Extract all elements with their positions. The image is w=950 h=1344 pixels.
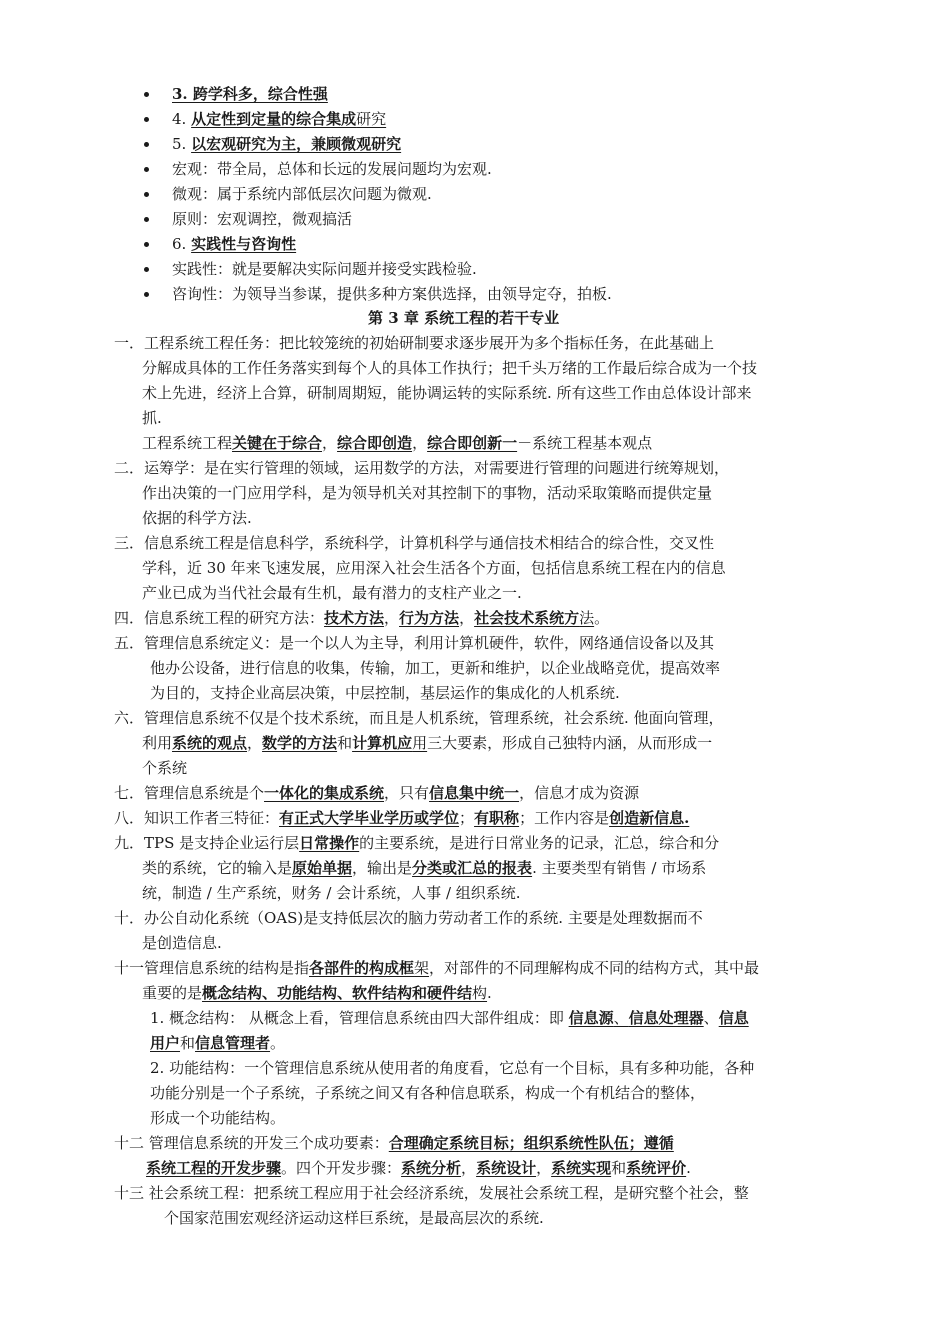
emphasis-text: 技术方法 — [324, 609, 385, 627]
bullet-text: 3. 跨学科多，综合性强 — [172, 85, 328, 103]
bullet-item: 实践性：就是要解决实际问题并接受实践检验. — [172, 260, 477, 278]
chapter-title: 第 3 章 系统工程的若干专业 — [368, 309, 560, 327]
text-run: ， — [322, 434, 338, 452]
text-run: ， — [384, 609, 400, 627]
text-run: . — [686, 1159, 691, 1177]
text-run: . 主要类型有销售 / 市场系 — [532, 859, 707, 877]
text-run: 法 — [579, 609, 595, 627]
text-run: 利用 — [142, 734, 173, 752]
emphasis-text: 社会技术系统方 — [474, 609, 580, 627]
emphasis-text: 用户 — [150, 1034, 181, 1052]
bullet-marker — [144, 217, 149, 222]
emphasis-text: 综合即创造 — [337, 434, 413, 452]
paragraph-line — [142, 981, 492, 1005]
paragraph-line: 个系统 — [142, 759, 188, 777]
text-run: . — [487, 984, 492, 1002]
bullet-item: 微观：属于系统内部低层次问题为微观. — [172, 185, 432, 203]
emphasis-text: 系统设计 — [476, 1159, 537, 1177]
paragraph-line — [150, 1006, 749, 1030]
paragraph-line: 一．工程系统工程任务：把比较笼统的初始研制要求逐步展开为多个指标任务，在此基础上 — [114, 334, 715, 352]
text-run: 的主要系统，是进行日常业务的记录，汇总，综合和分 — [359, 834, 720, 852]
paragraph-line — [114, 806, 689, 830]
text-run: 十一管理信息系统的结构是指 — [114, 959, 310, 977]
text-run: 。四个开发步骤： — [281, 1159, 402, 1177]
text-run: 。 — [594, 609, 610, 627]
text-run: 八．知识工作者三特征： — [114, 809, 280, 827]
text-run: 构 — [472, 984, 488, 1002]
emphasis-text: 原始单据 — [292, 859, 353, 877]
paragraph-line: 作出决策的一门应用学科，是为领导机关对其控制下的事物，活动采取策略而提供定量 — [142, 484, 713, 502]
paragraph-line: 六．管理信息系统不仅是个技术系统，而且是人机系统，管理系统，社会系统. 他面向管理， — [114, 709, 724, 727]
text-run: 1. 概念结构： 从概念上看，管理信息系统由四大部件组成：即 — [150, 1009, 569, 1027]
text-run: ；工作内容是 — [519, 809, 610, 827]
text-run: ， — [412, 434, 428, 452]
text-run: ， — [459, 609, 475, 627]
text-run: 、 — [703, 1009, 719, 1027]
text-run: ， — [461, 1159, 477, 1177]
paragraph-line: 形成一个功能结构。 — [150, 1109, 286, 1127]
paragraph-line — [146, 1156, 691, 1180]
emphasis-text: 系统评价 — [626, 1159, 687, 1177]
bullet-marker — [144, 192, 149, 197]
text-run: 。 — [270, 1034, 286, 1052]
emphasis-text: 一体化的集成系统 — [264, 784, 385, 802]
paragraph-line: 分解成具体的工作任务落实到每个人的具体工作执行；把千头万绪的工作最后综合成为一个技 — [142, 359, 758, 377]
paragraph-line: 十三 社会系统工程：把系统工程应用于社会经济系统，发展社会系统工程，是研究整个社会，整 — [114, 1184, 749, 1202]
text-run: 架 — [414, 959, 430, 977]
text-run: ， — [536, 1159, 552, 1177]
paragraph-line: 术上先进，经济上合算，研制周期短，能协调运转的实际系统. 所有这些工作由总体设计部来 — [142, 384, 752, 402]
text-run: 和 — [611, 1159, 627, 1177]
bullet-text: 研究 — [356, 110, 387, 128]
emphasis-text: 分类或汇总的报表 — [412, 859, 533, 877]
bullet-item — [172, 232, 296, 256]
bullet-marker — [144, 117, 149, 122]
paragraph-line: 十．办公自动化系统（OAS)是支持低层次的脑力劳动者工作的系统. 主要是处理数据而不 — [114, 909, 703, 927]
paragraph-line — [142, 431, 652, 455]
bullet-item — [172, 132, 401, 156]
bullet-marker — [144, 142, 149, 147]
text-run: 类的系统，它的输入是 — [142, 859, 293, 877]
text-run: 七．管理信息系统是个 — [114, 784, 265, 802]
bullet-item: 咨询性：为领导当参谋，提供多种方案供选择，由领导定夺，拍板. — [172, 285, 612, 303]
emphasis-text: 各部件的构成框 — [309, 959, 415, 977]
paragraph-line: 功能分别是一个子系统，子系统之间又有各种信息联系，构成一个有机结合的整体， — [150, 1084, 706, 1102]
emphasis-text: 信息管理者 — [195, 1034, 271, 1052]
bullet-marker — [144, 267, 149, 272]
emphasis-text: 有正式大学毕业学历或学位 — [279, 809, 460, 827]
text-run: 和 — [180, 1034, 196, 1052]
text-run: ； — [459, 809, 475, 827]
paragraph-line: 2. 功能结构：一个管理信息系统从使用者的角度看，它总有一个目标，具有多种功能，各种 — [150, 1059, 755, 1077]
text-run: 、 — [613, 1009, 629, 1027]
emphasis-text: 创造新信息. — [609, 809, 690, 827]
bullet-marker — [144, 92, 149, 97]
bullet-number: 4. — [172, 110, 187, 128]
text-run: ，只有 — [384, 784, 430, 802]
bullet-item: 原则：宏观调控，微观搞活 — [172, 210, 353, 228]
emphasis-text: 系统的观点 — [172, 734, 248, 752]
bullet-text: 实践性与咨询性 — [191, 235, 297, 253]
bullet-item — [172, 107, 386, 131]
emphasis-text: 信息 — [718, 1009, 749, 1027]
bullet-text: 从定性到定量的综合集成 — [191, 110, 357, 128]
paragraph-line: 是创造信息. — [142, 934, 222, 952]
text-run: ，对部件的不同理解构成不同的结构方式，其中最 — [429, 959, 760, 977]
emphasis-text: 计算机应 — [352, 734, 413, 752]
emphasis-text: 信息处理器 — [628, 1009, 704, 1027]
paragraph-line: 抓. — [142, 409, 162, 427]
paragraph-line — [150, 1031, 285, 1055]
text-run: ，输出是 — [352, 859, 413, 877]
emphasis-text: 信息集中统一 — [429, 784, 520, 802]
bullet-marker — [144, 242, 149, 247]
emphasis-text: 数学的方法 — [262, 734, 338, 752]
bullet-marker — [144, 167, 149, 172]
paragraph-line: 为目的，支持企业高层决策，中层控制，基层运作的集成化的人机系统. — [150, 684, 620, 702]
paragraph-line — [142, 856, 706, 880]
text-run: ， — [247, 734, 263, 752]
text-run: 工程系统工程 — [142, 434, 233, 452]
emphasis-text: 系统工程的开发步骤 — [146, 1159, 282, 1177]
text-run: 四．信息系统工程的研究方法： — [114, 609, 325, 627]
paragraph-line — [114, 1131, 674, 1155]
paragraph-line — [114, 956, 759, 980]
text-run: ，信息才成为资源 — [519, 784, 640, 802]
paragraph-line: 个国家范围宏观经济运动这样巨系统，是最高层次的系统. — [164, 1209, 544, 1227]
paragraph-line: 三．信息系统工程是信息科学，系统科学，计算机科学与通信技术相结合的综合性，交叉性 — [114, 534, 715, 552]
text-run: 十二 管理信息系统的开发三个成功要素： — [114, 1134, 389, 1152]
paragraph-line — [114, 606, 609, 630]
paragraph-line — [114, 781, 639, 805]
bullet-item — [172, 82, 328, 106]
emphasis-text: 信息源 — [568, 1009, 614, 1027]
emphasis-text: 系统分析 — [401, 1159, 462, 1177]
emphasis-text: 综合即创新一 — [427, 434, 518, 452]
text-run: 九．TPS 是支持企业运行层 — [114, 834, 300, 852]
bullet-number: 6. — [172, 235, 187, 253]
bullet-number: 5. — [172, 135, 187, 153]
paragraph-line: 统，制造 / 生产系统，财务 / 会计系统，人事 / 组织系统. — [142, 884, 521, 902]
emphasis-text: 系统实现 — [551, 1159, 612, 1177]
paragraph-line: 五．管理信息系统定义：是一个以人为主导，利用计算机硬件，软件，网络通信设备以及其 — [114, 634, 715, 652]
emphasis-text: 概念结构、功能结构、软件结构和硬件结 — [202, 984, 473, 1002]
paragraph-line — [114, 831, 719, 855]
bullet-marker — [144, 292, 149, 297]
emphasis-text: 有职称 — [474, 809, 520, 827]
emphasis-text: 日常操作 — [299, 834, 360, 852]
text-run: 三大要素，形成自己独特内涵，从而形成一 — [427, 734, 713, 752]
emphasis-text: 合理确定系统目标；组织系统性队伍；遵循 — [388, 1134, 674, 1152]
emphasis-text: 行为方法 — [399, 609, 460, 627]
paragraph-line: 产业已成为当代社会最有生机，最有潜力的支柱产业之一. — [142, 584, 522, 602]
text-run: －系统工程基本观点 — [517, 434, 653, 452]
paragraph-line: 他办公设备，进行信息的收集，传输，加工，更新和维护，以企业战略竞优，提高效率 — [150, 659, 721, 677]
paragraph-line: 依据的科学方法. — [142, 509, 252, 527]
bullet-text: 以宏观研究为主，兼顾微观研究 — [191, 135, 402, 153]
emphasis-text: 关键在于综合 — [232, 434, 323, 452]
text-run: 重要的是 — [142, 984, 203, 1002]
bullet-item: 宏观：带全局，总体和长远的发展问题均为宏观. — [172, 160, 492, 178]
paragraph-line — [142, 731, 712, 755]
text-run: 和 — [337, 734, 353, 752]
paragraph-line: 二．运筹学：是在实行管理的领域，运用数学的方法，对需要进行管理的问题进行统筹规划， — [114, 459, 730, 477]
paragraph-line: 学科，近 30 年来飞速发展，应用深入社会生活各个方面，包括信息系统工程在内的信息 — [142, 559, 726, 577]
text-run: 用 — [412, 734, 428, 752]
